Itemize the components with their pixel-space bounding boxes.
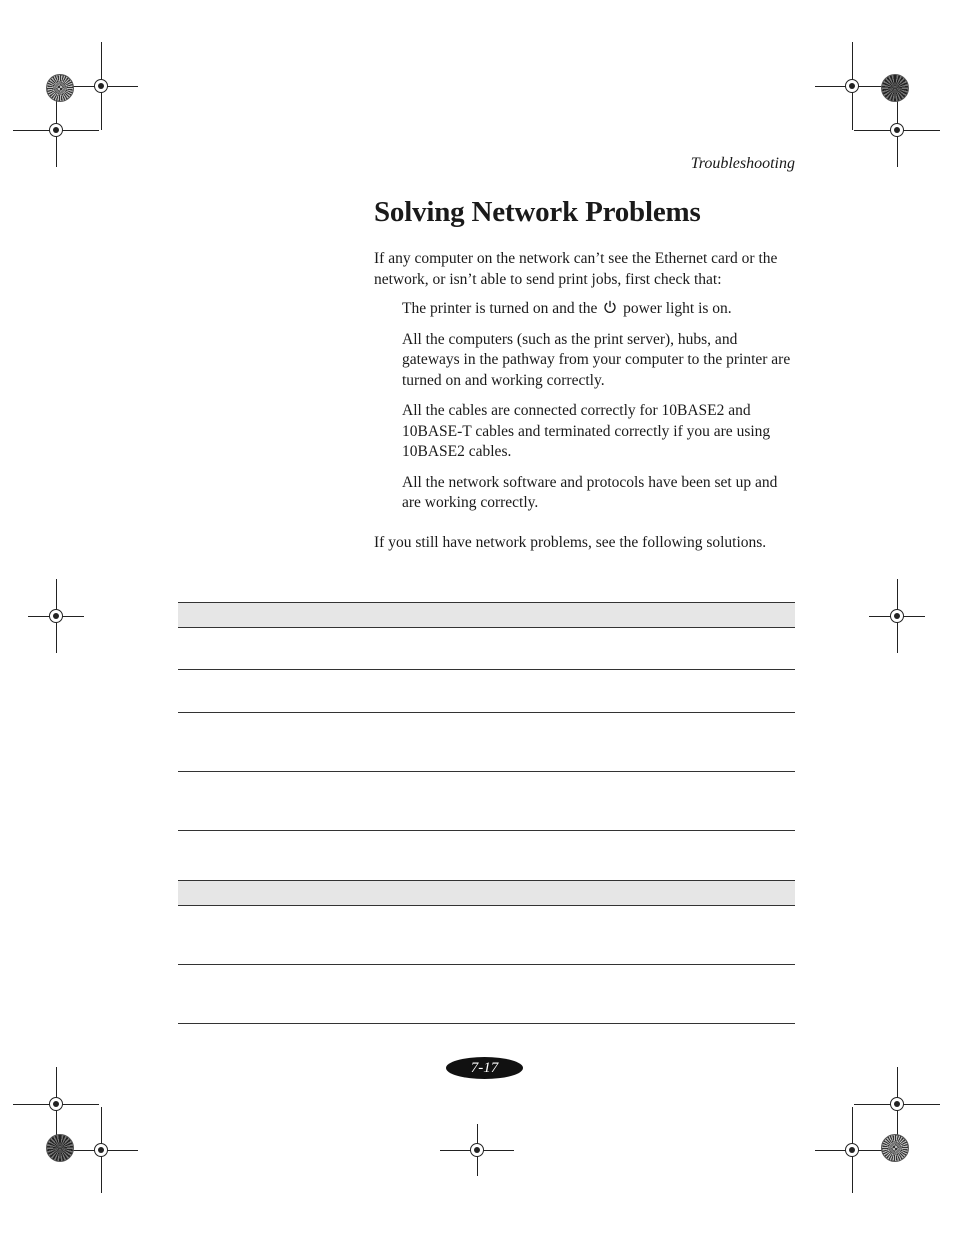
table-row [178, 627, 795, 670]
page-number-badge: 7-17 [446, 1057, 523, 1079]
table-header-row [178, 880, 795, 906]
checklist-item-computers: All the computers (such as the print server), hubs, and gateways in the pathway from your computer to the printer are turned on and working correctly. [402, 330, 791, 389]
checklist-item-power [402, 299, 797, 320]
print-target-star-top-left [46, 74, 74, 102]
checklist-item-power-text-before: The printer is turned on and the [402, 300, 598, 317]
table-row [178, 670, 795, 713]
checklist [402, 299, 797, 524]
print-target-star-bottom-left [46, 1134, 74, 1162]
page-title: Solving Network Problems [374, 196, 701, 228]
table-row [178, 965, 795, 1024]
table-row [178, 713, 795, 772]
intro-paragraph: If any computer on the network can’t see the Ethernet card or the network, or isn’t able to send print jobs, first check that: [374, 250, 778, 288]
print-target-star-top-right [881, 74, 909, 102]
table-header-row [178, 602, 795, 628]
outro-paragraph: If you still have network problems, see the following solutions. [374, 534, 767, 551]
checklist-item-power-text-after: power light is on. [623, 300, 732, 317]
print-target-star-bottom-right [881, 1134, 909, 1162]
table-row [178, 905, 795, 965]
power-icon [603, 300, 617, 314]
checklist-item-software: All the network software and protocols have been set up and are working correctly. [402, 473, 778, 511]
table-row [178, 772, 795, 831]
checklist-item-cables: All the cables are connected correctly for 10BASE2 and 10BASE-T cables and terminated correctly if you are using 10BASE2 cables. [402, 402, 771, 460]
running-header-section: Troubleshooting [690, 155, 795, 172]
